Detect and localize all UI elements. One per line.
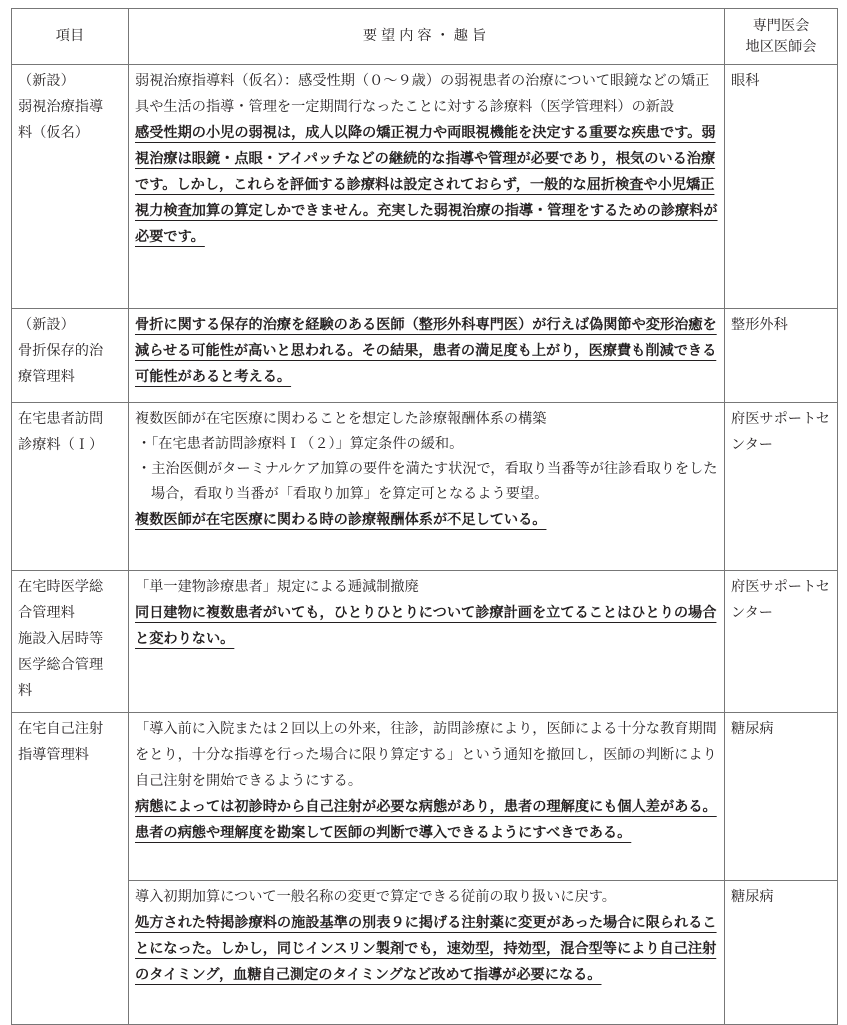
item-line: 料（仮名）	[18, 125, 89, 141]
dept-label: 府医サポートセンター	[731, 579, 830, 621]
item-line: 弱視治療指導	[18, 99, 104, 115]
content-cell	[129, 65, 725, 309]
header-dept-line1: 専門医会	[752, 17, 810, 34]
header-content	[129, 9, 725, 65]
request-text: 「単一建物診療患者」規定による逓減制撤廃	[135, 579, 419, 595]
item-cell	[12, 713, 129, 1025]
content-cell	[129, 713, 725, 881]
table-header-row	[12, 9, 838, 65]
dept-label: 糖尿病	[731, 889, 774, 905]
item-cell	[12, 571, 129, 713]
item-line: 施設入居時等	[18, 631, 104, 647]
dept-cell	[725, 713, 838, 881]
dept-label: 整形外科	[731, 317, 788, 333]
item-cell	[12, 65, 129, 309]
bullet-item: ・主治医側がターミナルケア加算の要件を満たす状況で，看取り当番等が往診看取りをした場合，看取り当番が「看取り加算」を算定可となるよう要望。	[137, 461, 718, 502]
item-line: 合管理料	[18, 605, 75, 621]
request-text: 弱視治療指導料（仮名）：感受性期（０～９歳）の弱視患者の治療について眼鏡などの矯正具や生活の指導・管理を一定期間行なったことに対する診療料（医学管理料）の新設	[135, 73, 710, 115]
rationale-text: 感受性期の小児の弱視は，成人以降の矯正視力や両眼視機能を決定する重要な疾患です。弱視治療は眼鏡・点眼・アイパッチなどの継続的な指導や管理が必要であり，根気のいる治療です。しかし，これらを評価する診療料は設定されておらず，一般的な屈折検査や小児矯正視力検査加算の算定しかできません。充実した弱視治療の指導・管理をするための診療料が必要です。	[135, 125, 718, 245]
header-item	[12, 9, 129, 65]
item-line: 在宅患者訪問	[18, 411, 104, 427]
content-cell	[129, 571, 725, 713]
header-item-label: 項目	[55, 28, 85, 44]
dept-label: 府医サポートセンター	[731, 411, 830, 453]
item-line: 診療料（Ｉ）	[18, 437, 104, 453]
dept-cell	[725, 309, 838, 403]
rationale-text: 複数医師が在宅医療に関わる時の診療報酬体系が不足している。	[135, 512, 547, 528]
item-line: 療管理料	[18, 369, 75, 385]
item-line: 指導管理料	[18, 747, 89, 763]
header-content-label: 要望内容・趣旨	[362, 28, 491, 44]
dept-cell	[725, 403, 838, 571]
bullet-item: ・「在宅患者訪問診療料Ｉ（２）」算定条件の緩和。	[137, 436, 464, 452]
request-table	[11, 8, 838, 1025]
dept-label: 糖尿病	[731, 721, 774, 737]
dept-cell	[725, 881, 838, 1025]
table-row	[12, 403, 838, 571]
table-row	[12, 309, 838, 403]
request-text: 「導入前に入院または２回以上の外来，往診，訪問診療により，医師による十分な教育期間をとり，十分な指導を行った場合に限り算定する」という通知を撤回し，医師の判断により自己注射を開始できるようにする。	[135, 721, 717, 789]
content-cell	[129, 881, 725, 1025]
dept-label: 眼科	[731, 73, 760, 89]
table-row	[12, 65, 838, 309]
content-cell	[129, 403, 725, 571]
rationale-text: 病態によっては初診時から自己注射が必要な病態があり，患者の理解度にも個人差がある。患者の病態や理解度を勘案して医師の判断で導入できるようにすべきである。	[135, 799, 717, 841]
item-line: 在宅時医学総	[18, 579, 104, 595]
rationale-text: 骨折に関する保存的治療を経験のある医師（整形外科専門医）が行えば偽関節や変形治癒を減らせる可能性が高いと思われる。その結果，患者の満足度も上がり，医療費も削減できる可能性があると考える。	[135, 317, 717, 385]
table-row	[12, 881, 838, 1025]
request-text: 導入初期加算について一般名称の変更で算定できる従前の取り扱いに戻す。	[135, 889, 616, 905]
item-cell	[12, 309, 129, 403]
item-cell	[12, 403, 129, 571]
item-line: 骨折保存的治	[18, 343, 104, 359]
table-row	[12, 571, 838, 713]
item-line: （新設）	[18, 317, 75, 333]
rationale-text: 同日建物に複数患者がいても，ひとりひとりについて診療計画を立てることはひとりの場合と変わりない。	[135, 605, 717, 647]
content-cell	[129, 309, 725, 403]
header-dept	[725, 9, 838, 65]
table-row	[12, 713, 838, 881]
dept-cell	[725, 571, 838, 713]
rationale-text: 処方された特掲診療料の施設基準の別表９に掲げる注射薬に変更があった場合に限られることになった。しかし，同じインスリン製剤でも，速効型，持効型，混合型等により自己注射のタイミング，血糖自己測定のタイミングなど改めて指導が必要になる。	[135, 915, 717, 983]
item-line: 医学総合管理	[18, 657, 104, 673]
item-line: 在宅自己注射	[18, 721, 104, 737]
request-text: 複数医師が在宅医療に関わることを想定した診療報酬体系の構築	[135, 411, 547, 427]
item-line: （新設）	[18, 73, 75, 89]
dept-cell	[725, 65, 838, 309]
item-line: 料	[18, 683, 33, 699]
header-dept-line2: 地区医師会	[745, 38, 817, 55]
